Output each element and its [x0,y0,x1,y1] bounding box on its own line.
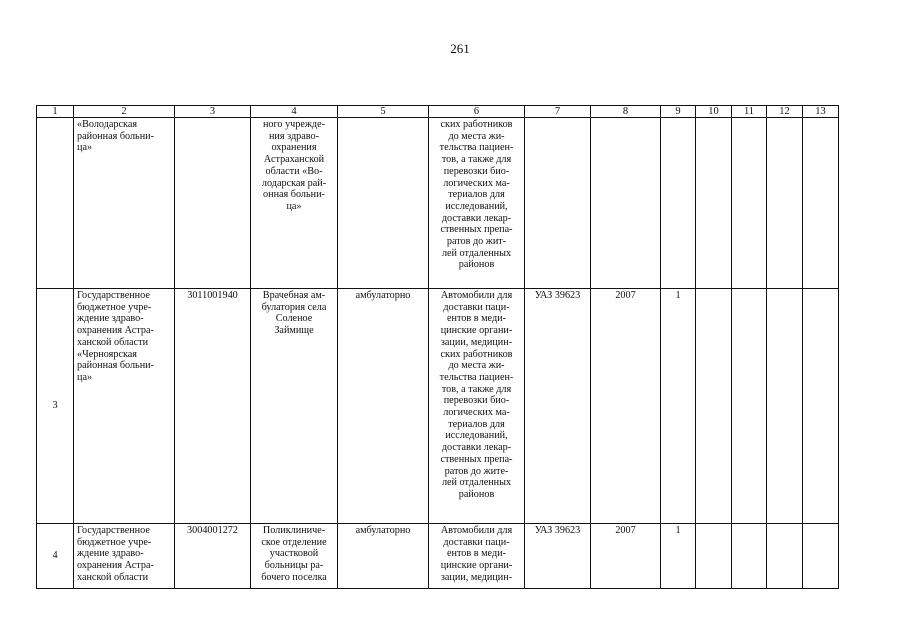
care-type-cell: амбулаторно [338,289,429,524]
unit-cell: Врачебная ам- булатория села Соленое Займище [251,289,338,524]
page-number: 261 [450,41,470,56]
header-cell: 13 [803,106,839,118]
care-type-cell [338,118,429,289]
year-cell: 2007 [591,524,661,589]
header-row [37,106,839,118]
inn-cell: 3004001272 [175,524,251,589]
purpose-cell: ских работников до места жи- тельства пациен- тов, а также для перевозки био- логических ма- териалов для исследований, доставки лекар- ственных препа- ратов до жит- лей отдаленных районов [429,118,525,289]
col13-cell [803,289,839,524]
unit-text: Поликлиниче- ское отделение участковой больницы ра- бочего поселка [261,525,327,583]
header-cell: 3 [175,106,251,118]
unit-cell: ного учрежде- ния здраво- охранения Астраханской области «Во- лодарская рай- онная больни- ца» [251,118,338,289]
header-cell: 2 [74,106,175,118]
header-cell: 9 [661,106,696,118]
organization-text: Государственное бюджетное учре- ждение здраво- охранения Астра- ханской области [77,525,154,583]
row-number-cell [37,118,74,289]
count-cell: 1 [661,289,696,524]
col13-cell [803,118,839,289]
header-cell: 8 [591,106,661,118]
header-cell: 7 [525,106,591,118]
row-number-cell: 3 [37,289,74,524]
year-cell: 2007 [591,289,661,524]
col12-cell [767,289,803,524]
unit-cell [251,524,338,589]
col12-cell [767,524,803,589]
year-cell [591,118,661,289]
header-cell: 10 [696,106,732,118]
header-cell: 1 [37,106,74,118]
inn-cell [175,118,251,289]
header-cell: 12 [767,106,803,118]
vehicle-model-cell [525,118,591,289]
row-number-cell: 4 [37,524,74,589]
organization-cell: Государственное бюджетное учре- ждение здраво- охранения Астра- ханской области «Черноярская районная больни- ца» [74,289,175,524]
organization-cell [74,524,175,589]
purpose-text: Автомобили для доставки паци- ентов в меди- цинские органи- зации, медицин- [440,525,513,583]
vehicle-model-cell: УАЗ 39623 [525,289,591,524]
care-type-cell: амбулаторно [338,524,429,589]
vehicle-table [36,105,839,589]
col11-cell [732,289,767,524]
purpose-cell: Автомобили для доставки паци- ентов в меди- цинские органи- зации, медицин- ских работников до места жи- тельства пациен- тов, а также для перевозки био- логических ма- териалов для исследований, доставки лекар- ственных препа- ратов до жите- лей отдаленных районов [429,289,525,524]
table-row [37,118,839,289]
col10-cell [696,118,732,289]
col11-cell [732,524,767,589]
col12-cell [767,118,803,289]
col10-cell [696,524,732,589]
header-cell: 11 [732,106,767,118]
count-cell [661,118,696,289]
header-cell: 4 [251,106,338,118]
col10-cell [696,289,732,524]
col11-cell [732,118,767,289]
count-cell: 1 [661,524,696,589]
table-row [37,289,839,524]
inn-cell: 3011001940 [175,289,251,524]
col13-cell [803,524,839,589]
vehicle-model-cell: УАЗ 39623 [525,524,591,589]
header-cell: 5 [338,106,429,118]
purpose-cell [429,524,525,589]
organization-cell: «Володарская районная больни- ца» [74,118,175,289]
header-cell: 6 [429,106,525,118]
table-row [37,524,839,589]
